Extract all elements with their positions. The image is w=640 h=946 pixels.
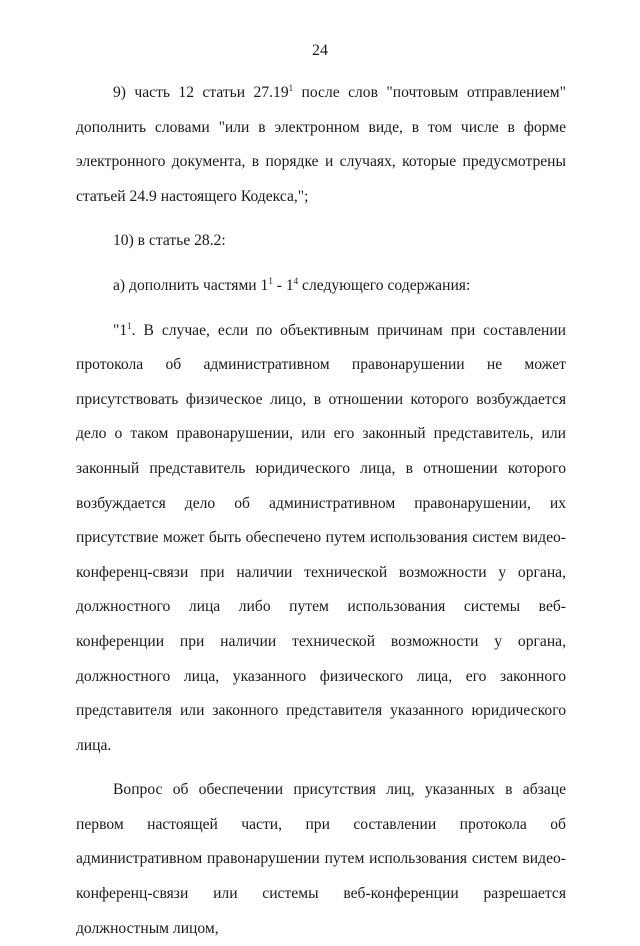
paragraph-text: "1 [113, 321, 128, 339]
paragraph-subitem-a [76, 269, 566, 304]
paragraph-text: после слов "почтовым отправлением" дополнить словами "или в электронном виде, в том числе в форме электронного документа, в порядке и случаях, которые предусмотрены статьей 24.9 настоящего Кодекса,"; [76, 84, 566, 205]
superscript: 4 [293, 275, 299, 286]
superscript: 1 [288, 83, 294, 93]
paragraph-item-10: 10) в статье 28.2: [113, 232, 226, 250]
page-number: 24 [312, 42, 328, 59]
paragraph-text: - 1 [272, 276, 294, 294]
superscript: 1 [268, 275, 273, 286]
paragraph-part-1-1 [76, 314, 566, 764]
page-content [76, 76, 566, 946]
paragraph-text: а) дополнить частями 1 [113, 276, 269, 294]
paragraph-text: . В случае, если по объективным причинам при составлении протокола об административном правонарушении не может присутствовать физическое лицо, в отношении которого возбуждается дело о таком правонарушении, или его законный представитель, или законный представитель юридического лица, в отношении которого возбуждается дело об административном правонарушении, их присутствие может быть обеспечено путем использования систем видео-конференц-связи при наличии технической возможности у органа, должностного лица либо путем использования системы веб-конференции при наличии технической возможности у органа, должностного лица, указанного физического лица, его законного представителя или законного представителя указанного юридического лица. [76, 321, 566, 754]
superscript: 1 [127, 320, 132, 331]
paragraph-text: следующего содержания: [298, 276, 471, 294]
paragraph-text: 9) часть 12 статьи 27.19 [113, 84, 289, 101]
paragraph-item-9 [76, 76, 566, 214]
paragraph-question: Вопрос об обеспечении присутствия лиц, указанных в абзаце первом настоящей части, при составлении протокола об административном правонарушении путем использования систем видео-конференц-связи или системы веб-конференции разрешается должностным лицом, [76, 781, 566, 937]
